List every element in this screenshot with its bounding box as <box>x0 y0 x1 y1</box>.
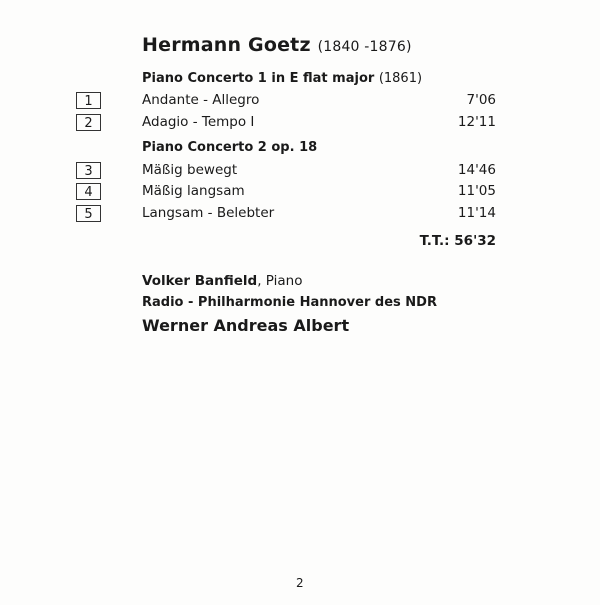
soloist-name: Volker Banfield <box>142 273 258 289</box>
total-time: T.T.: 56'32 <box>419 233 496 249</box>
work-name: Piano Concerto 1 in E flat major <box>142 71 375 86</box>
work-title <box>142 71 422 86</box>
track-title: Andante - Allegro <box>142 92 260 108</box>
track-title: Adagio - Tempo I <box>142 114 255 130</box>
conductor-credit: Werner Andreas Albert <box>142 316 350 335</box>
track-title: Mäßig langsam <box>142 183 245 199</box>
work-name: Piano Concerto 2 op. 18 <box>142 140 318 155</box>
soloist-instrument: , Piano <box>257 273 303 289</box>
work-title <box>142 140 317 155</box>
composer-dates: (1840 -1876) <box>317 39 412 55</box>
composer-heading <box>142 34 412 56</box>
track-title: Langsam - Belebter <box>142 205 275 221</box>
track-duration: 14'46 <box>457 162 496 178</box>
track-duration: 12'11 <box>457 114 496 130</box>
work-year: (1861) <box>378 71 423 86</box>
page-number: 2 <box>296 576 304 590</box>
track-duration: 11'14 <box>457 205 496 221</box>
composer-name: Hermann Goetz <box>142 34 311 56</box>
track-number-box: 1 <box>76 92 101 109</box>
track-number-box: 4 <box>76 183 101 200</box>
orchestra-credit: Radio - Philharmonie Hannover des NDR <box>142 295 437 310</box>
track-title: Mäßig bewegt <box>142 162 238 178</box>
track-number-box: 5 <box>76 205 101 222</box>
track-number-box: 2 <box>76 114 101 131</box>
track-duration: 11'05 <box>457 183 496 199</box>
soloist-credit <box>142 273 303 289</box>
track-number-box: 3 <box>76 162 101 179</box>
track-duration: 7'06 <box>466 92 496 108</box>
